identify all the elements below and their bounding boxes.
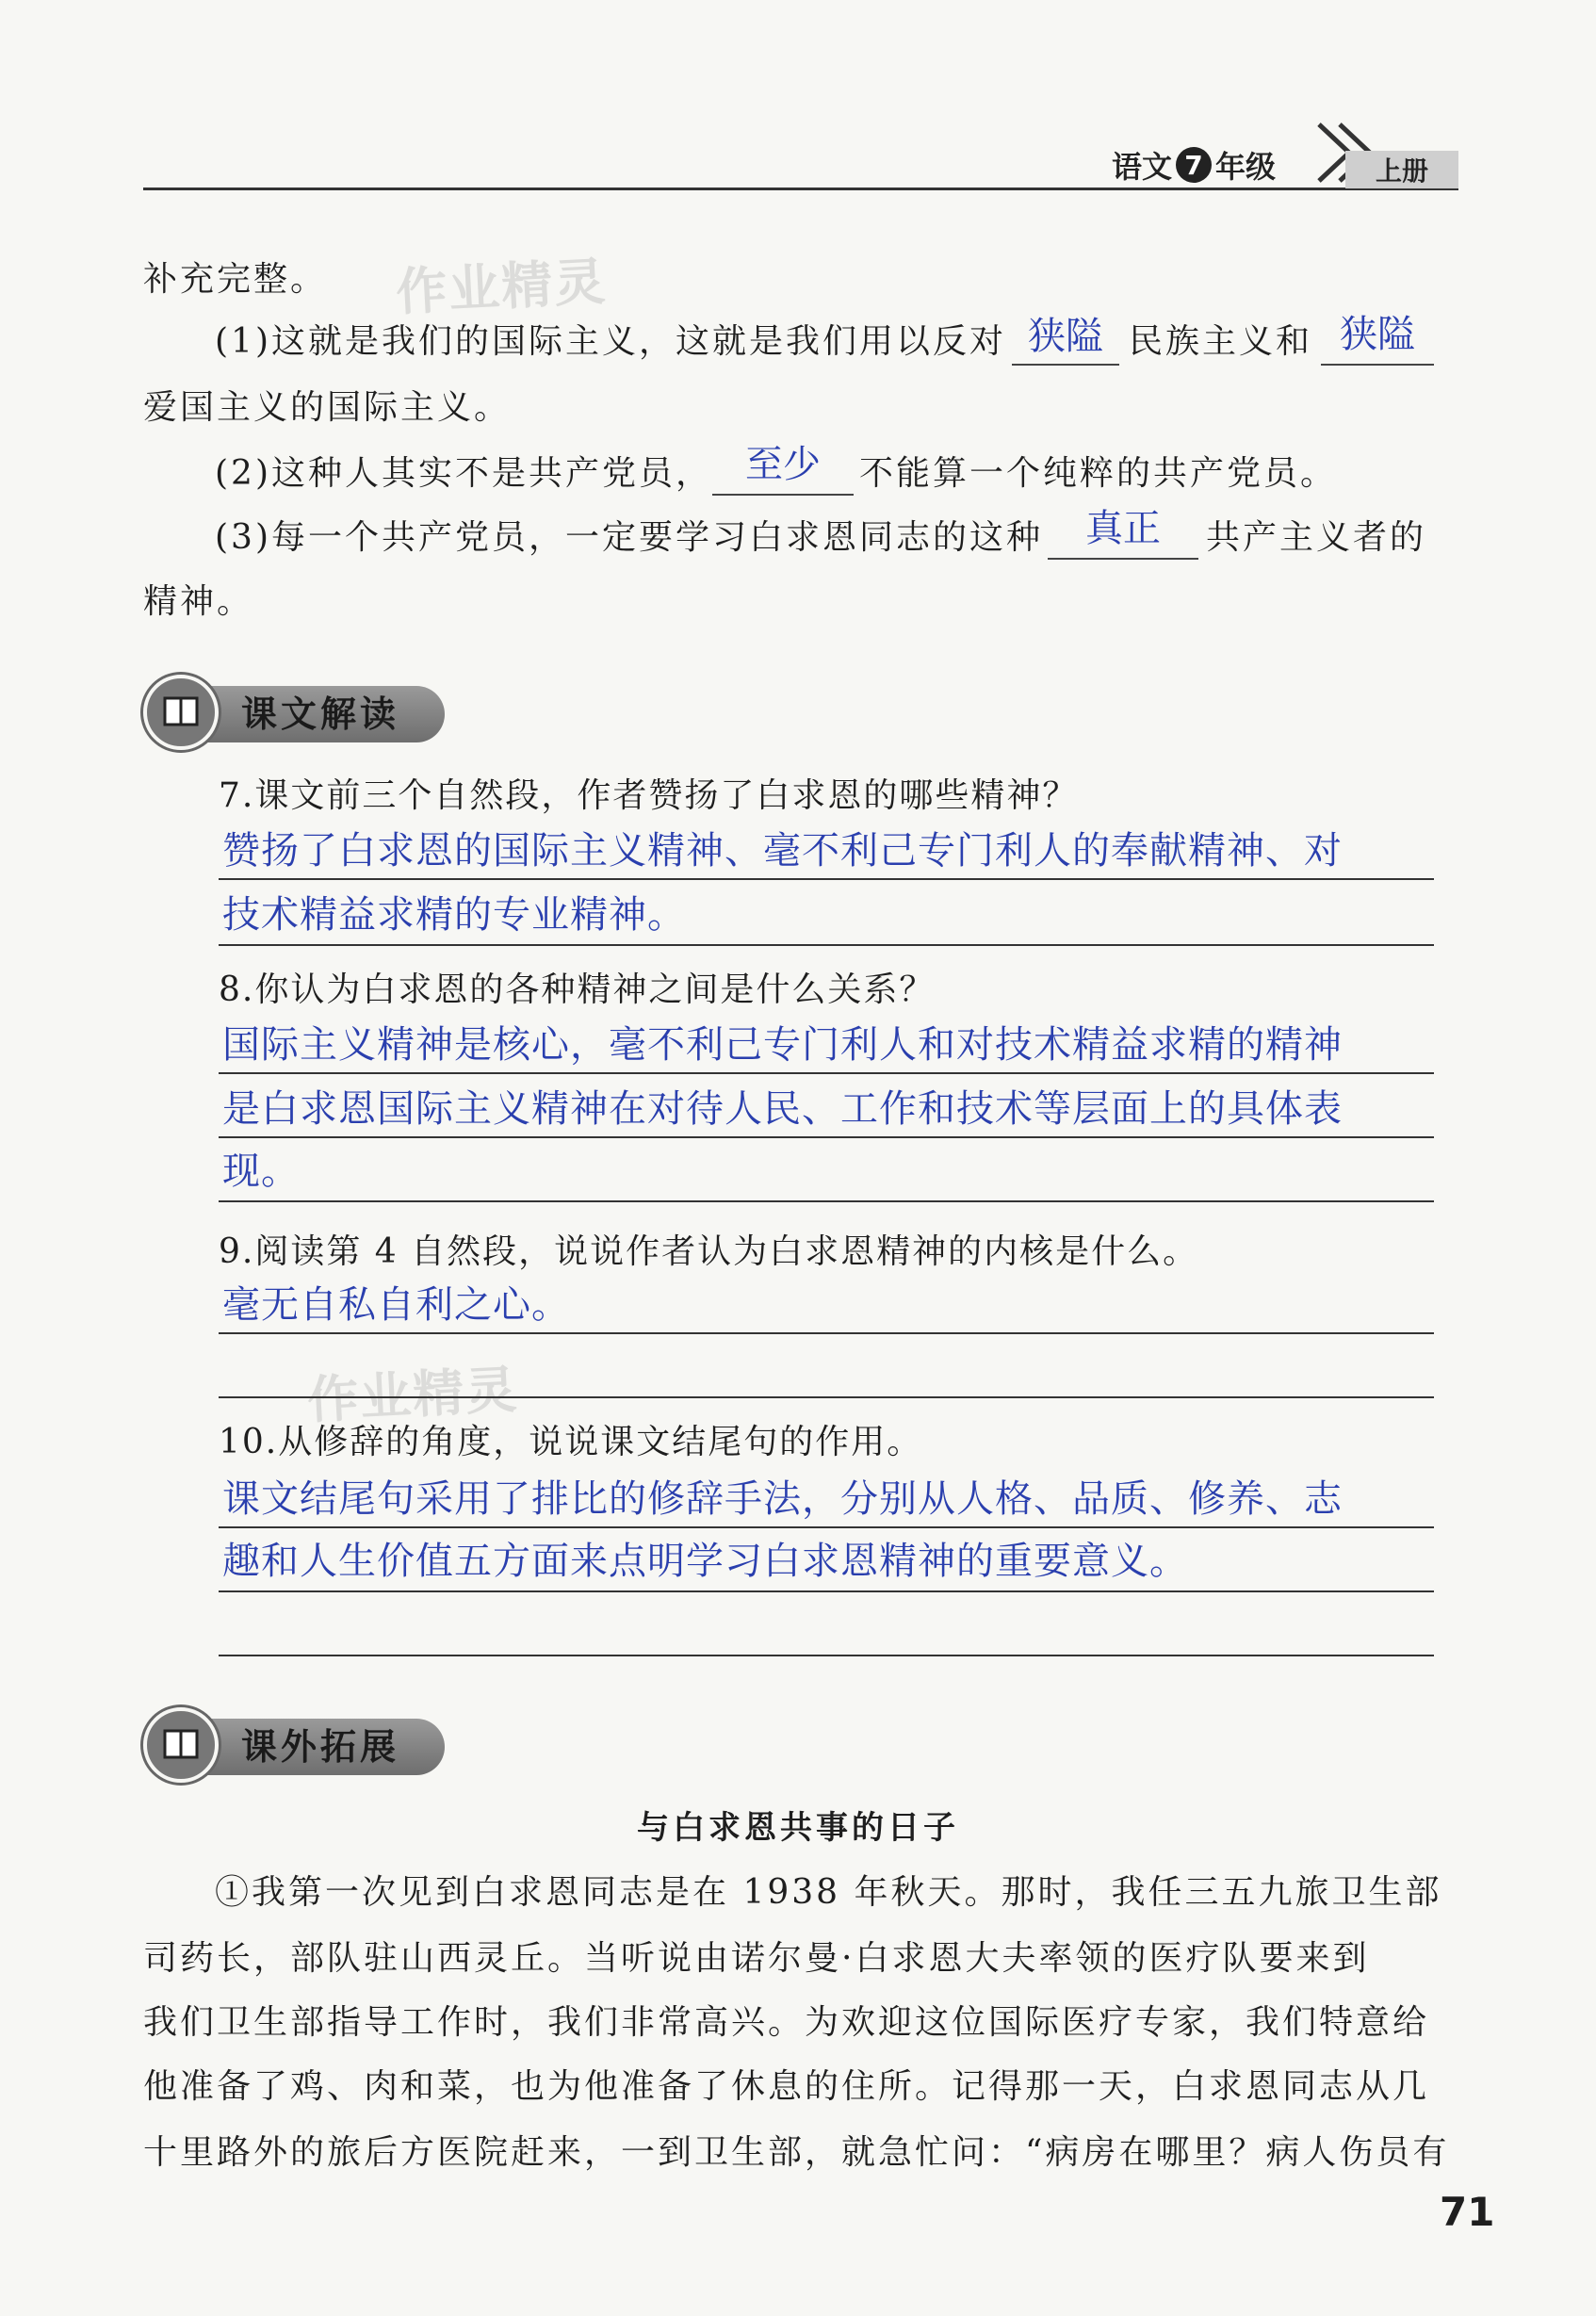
section-heading-extension — [143, 1707, 445, 1783]
answer-8-line3: 现。 — [222, 1150, 300, 1193]
article-line: 司药长，部队驻山西灵丘。当听说由诺尔曼·白求恩大夫率领的医疗队要来到 — [143, 1939, 1370, 1978]
q3-answer: 真正 — [1085, 507, 1161, 550]
book-icon — [162, 695, 200, 729]
answer-line — [219, 1136, 1434, 1138]
page-number: 71 — [1440, 2189, 1495, 2235]
q1-blank1[interactable] — [1012, 364, 1119, 366]
section-heading-reading — [143, 675, 445, 750]
question-8: 8.你认为白求恩的各种精神之间是什么关系？ — [219, 970, 936, 1009]
volume-tab: 上册 — [1345, 151, 1458, 188]
section-title: 课外拓展 — [241, 1726, 400, 1768]
book-icon — [162, 1728, 200, 1762]
question-10: 10.从修辞的角度，说说课文结尾句的作用。 — [219, 1423, 923, 1461]
answer-8-line1: 国际主义精神是核心，毫不利己专门利人和对技术精益求精的精神 — [222, 1023, 1343, 1067]
q3-part2: 共产主义者的 — [1206, 518, 1427, 557]
q2-answer: 至少 — [745, 443, 821, 486]
section-title: 课文解读 — [241, 693, 400, 735]
fill-in-intro: 补充完整。 — [143, 260, 328, 299]
article-line: 我们卫生部指导工作时，我们非常高兴。为欢迎这位国际医疗专家，我们特意给 — [143, 2003, 1430, 2042]
grade-suffix: 年级 — [1215, 149, 1277, 185]
article-line: 十里路外的旅后方医院赶来，一到卫生部，就急忙问：“病房在哪里？病人伤员有 — [143, 2133, 1450, 2172]
q1-answer1: 狭隘 — [1028, 315, 1103, 358]
answer-8-line2: 是白求恩国际主义精神在对待人民、工作和技术等层面上的具体表 — [222, 1087, 1343, 1131]
q3-part1: (3)每一个共产党员，一定要学习白求恩同志的这种 — [215, 518, 1043, 557]
q3-blank[interactable] — [1048, 558, 1198, 560]
answer-10-line2: 趣和人生价值五方面来点明学习白求恩精神的重要意义。 — [222, 1540, 1188, 1583]
answer-line — [219, 1072, 1434, 1074]
answer-line — [219, 1332, 1434, 1334]
subject-label: 语文 — [1112, 149, 1173, 185]
watermark: 作业精灵 — [305, 1360, 520, 1430]
q1-part3: 爱国主义的国际主义。 — [143, 388, 512, 427]
article-title: 与白求恩共事的日子 — [637, 1809, 959, 1847]
watermark: 作业精灵 — [394, 252, 609, 322]
answer-line — [219, 1396, 1434, 1398]
answer-line — [219, 1655, 1434, 1656]
answer-10-line1: 课文结尾句采用了排比的修辞手法，分别从人格、品质、修养、志 — [222, 1477, 1343, 1521]
q2-blank[interactable] — [712, 494, 854, 496]
grade-number-badge: 7 — [1176, 147, 1212, 183]
answer-7-line2: 技术精益求精的专业精神。 — [222, 893, 686, 937]
q1-part2: 民族主义和 — [1129, 322, 1313, 361]
article-line: 他准备了鸡、肉和菜，也为他准备了休息的住所。记得那一天，白求恩同志从几 — [143, 2067, 1430, 2106]
q2-part2: 不能算一个纯粹的共产党员。 — [859, 454, 1338, 493]
q2-part1: (2)这种人其实不是共产党员， — [215, 454, 712, 493]
article-line: ①我第一次见到白求恩同志是在 1938 年秋天。那时，我任三五九旅卫生部 — [215, 1873, 1442, 1912]
question-9: 9.阅读第 4 自然段，说说作者认为白求恩精神的内核是什么。 — [219, 1232, 1199, 1271]
q1-blank2[interactable] — [1321, 364, 1434, 366]
question-7: 7.课文前三个自然段，作者赞扬了白求恩的哪些精神？ — [219, 776, 1079, 815]
answer-line — [219, 1200, 1434, 1202]
answer-9-line1: 毫无自私自利之心。 — [222, 1283, 570, 1327]
q1-part1: (1)这就是我们的国际主义，这就是我们用以反对 — [215, 322, 1006, 361]
header-subject-grade — [1112, 141, 1276, 188]
q1-answer2: 狭隘 — [1340, 313, 1415, 356]
answer-line — [219, 944, 1434, 946]
answer-line — [219, 1590, 1434, 1592]
answer-line — [219, 1526, 1434, 1528]
answer-7-line1: 赞扬了白求恩的国际主义精神、毫不利己专门利人的奉献精神、对 — [222, 829, 1343, 873]
answer-line — [219, 878, 1434, 880]
q3-part3: 精神。 — [143, 582, 254, 621]
